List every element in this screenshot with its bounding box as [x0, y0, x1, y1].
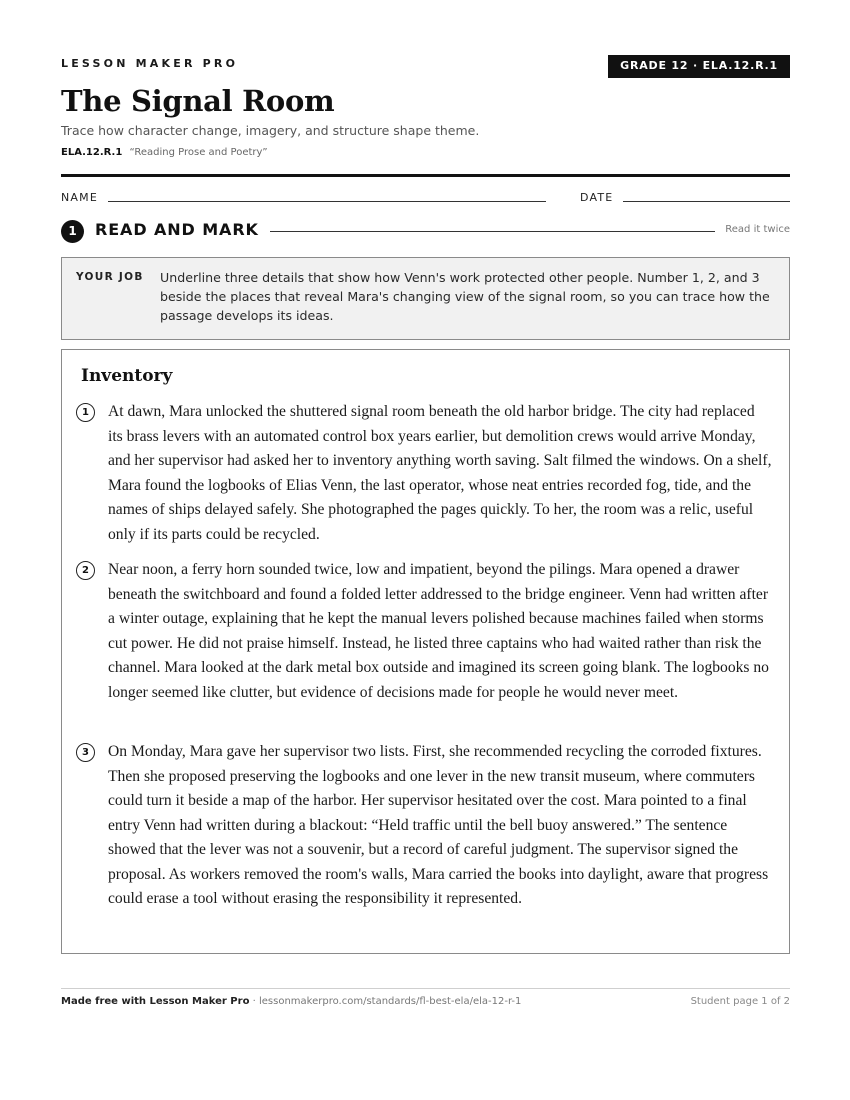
- paragraph-2: Near noon, a ferry horn sounded twice, low and impatient, beyond the pilings. Mara opened a drawer beneath the switchboard and found a folded letter addressed to the bridge engineer. Venn had written after a winter outage, explaining that he kept the manual levers polished because machines failed when storms cut power. He did not praise himself. Instead, he listed three captains who had waited rather than risk the channel. Mara looked at the dark metal box outside and imagined its screen going blank. The logbooks no longer seemed like clutter, but evidence of decisions made for people he would never meet.: [108, 561, 769, 701]
- paragraph-3: On Monday, Mara gave her supervisor two lists. First, she recommended recycling the corroded fixtures. Then she proposed preserving the logbooks and one lever in the new transit museum, where commuters could turn it beside a map of the harbor. Her supervisor hesitated over the cost. Mara pointed to a final entry Venn had written during a blackout: “Held traffic until the bell buoy answered.” The sentence showed that the lever was not a souvenir, but a record of careful judgment. The supervisor signed the proposal. As workers removed the room's walls, Mara carried the books into daylight, aware that progress could erase a tool without erasing the responsibility it represented.: [108, 743, 769, 907]
- section-note: Read it twice: [725, 224, 790, 235]
- name-field[interactable]: [108, 201, 546, 202]
- paragraph-1: At dawn, Mara unlocked the shuttered signal room beneath the old harbor bridge. The city had replaced its brass levers with an automated control box years earlier, but demolition crews would arrive Monday, and her supervisor had asked her to inventory anything worth saving. Salt filmed the windows. On a shelf, Mara found the logbooks of Elias Venn, the last operator, whose neat entries recorded fog, tide, and the names of ships delayed safely. She photographed the pages quickly. To her, the room was a relic, useful only if its parts could be recycled.: [108, 403, 772, 543]
- standard-name: “Reading Prose and Poetry”: [129, 147, 268, 158]
- your-job-instructions: Underline three details that show how Venn's work protected other people. Number 1, 2, and 3 beside the places that reveal Mara's changing view of the signal room, so you can trace how the passage develops its ideas.: [160, 270, 770, 323]
- paragraph-number-3: 3: [76, 743, 95, 762]
- your-job-box: [61, 257, 790, 340]
- grade-badge: GRADE 12 · ELA.12.R.1: [608, 55, 790, 78]
- page-title: The Signal Room: [61, 84, 335, 118]
- paragraph-number-1: 1: [76, 403, 95, 422]
- footer-made-with: Made free with Lesson Maker Pro: [61, 996, 250, 1007]
- footer-url[interactable]: · lessonmakerpro.com/standards/fl-best-ela/ela-12-r-1: [252, 996, 522, 1007]
- section-title: READ AND MARK: [95, 220, 259, 239]
- standard-code: ELA.12.R.1: [61, 147, 123, 158]
- footer-credit: [61, 996, 521, 1007]
- page-subtitle: Trace how character change, imagery, and structure shape theme.: [61, 123, 480, 138]
- header-divider: [61, 174, 790, 177]
- passage-title: Inventory: [81, 366, 173, 386]
- brand-name: LESSON MAKER PRO: [61, 57, 239, 70]
- name-label: NAME: [61, 191, 98, 204]
- standard-line: [61, 147, 268, 158]
- your-job-label: YOUR JOB: [76, 271, 144, 283]
- date-label: DATE: [580, 191, 614, 204]
- date-field[interactable]: [623, 201, 790, 202]
- section-divider: [270, 231, 715, 232]
- section-header: [61, 219, 790, 243]
- footer-divider: [61, 988, 790, 989]
- section-number-badge: 1: [61, 220, 84, 243]
- paragraph-number-2: 2: [76, 561, 95, 580]
- footer-page-number: Student page 1 of 2: [690, 996, 790, 1007]
- passage-box: [61, 349, 790, 954]
